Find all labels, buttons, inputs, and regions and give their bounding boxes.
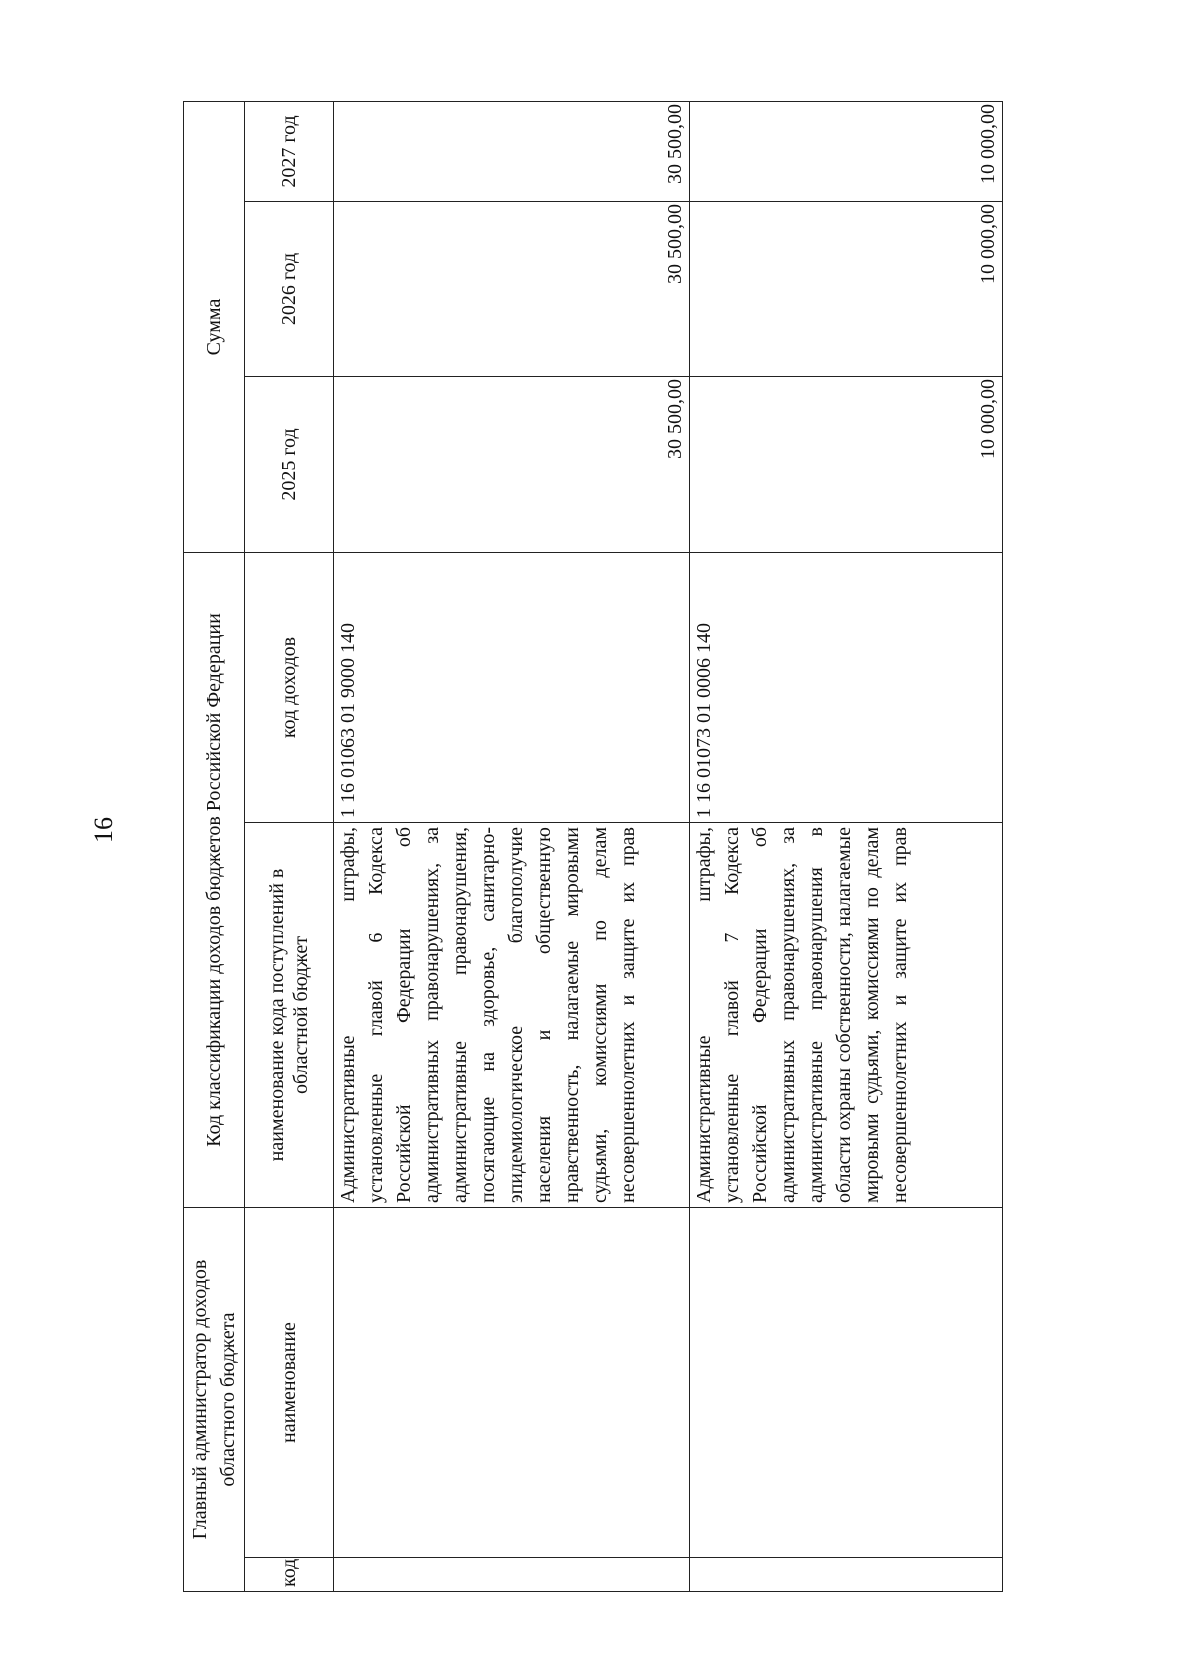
cell-sum-2025: 10 000,00 bbox=[690, 377, 1003, 553]
header-row-group bbox=[184, 101, 245, 1591]
cell-income-name: Административные штрафы, установленные главой 6 Кодекса Российской Федерации об административных правонарушениях, за административные правонарушения, посягающие на здоровье, санитарно-эпидемиологическое благополучие населения и общественную нравственность, налагаемые мировыми судьями, комиссиями по делам несовершеннолетних и защите их прав bbox=[334, 823, 690, 1208]
cell-income-code: 1 16 01063 01 9000 140 bbox=[334, 553, 690, 823]
cell-sum-2025: 30 500,00 bbox=[334, 377, 690, 553]
cell-kod bbox=[690, 1558, 1003, 1592]
header-admin-group: Главный администратор доходов областного бюджета bbox=[184, 1208, 245, 1592]
cell-name bbox=[334, 1208, 690, 1558]
budget-table-container bbox=[183, 102, 1003, 1592]
budget-table bbox=[183, 101, 1003, 1592]
cell-kod bbox=[334, 1558, 690, 1592]
header-year-2027: 2027 год bbox=[245, 101, 334, 201]
header-sum-group: Сумма bbox=[184, 101, 245, 552]
cell-income-code: 1 16 01073 01 0006 140 bbox=[690, 553, 1003, 823]
cell-sum-2027: 30 500,00 bbox=[334, 101, 690, 201]
header-kod: код bbox=[245, 1558, 334, 1592]
cell-income-name: Административные штрафы, установленные главой 7 Кодекса Российской Федерации об административных правонарушениях, за административные правонарушения в области охраны собственности, налагаемые мировыми судьями, комиссиями по делам несовершеннолетних и защите их прав bbox=[690, 823, 1003, 1208]
cell-sum-2026: 30 500,00 bbox=[334, 202, 690, 377]
header-income-code: код доходов bbox=[245, 553, 334, 823]
cell-name bbox=[690, 1208, 1003, 1558]
header-year-2025: 2025 год bbox=[245, 377, 334, 553]
page-number: 16 bbox=[89, 817, 118, 843]
table-row bbox=[690, 101, 1003, 1591]
table-row bbox=[334, 101, 690, 1591]
cell-sum-2027: 10 000,00 bbox=[690, 101, 1003, 201]
header-name: наименование bbox=[245, 1208, 334, 1558]
header-row-columns bbox=[245, 101, 334, 1591]
header-code-group: Код классификации доходов бюджетов Российской Федерации bbox=[184, 553, 245, 1208]
header-income-name: наименование кода поступлений в областной бюджет bbox=[245, 823, 334, 1208]
header-year-2026: 2026 год bbox=[245, 202, 334, 377]
cell-sum-2026: 10 000,00 bbox=[690, 202, 1003, 377]
